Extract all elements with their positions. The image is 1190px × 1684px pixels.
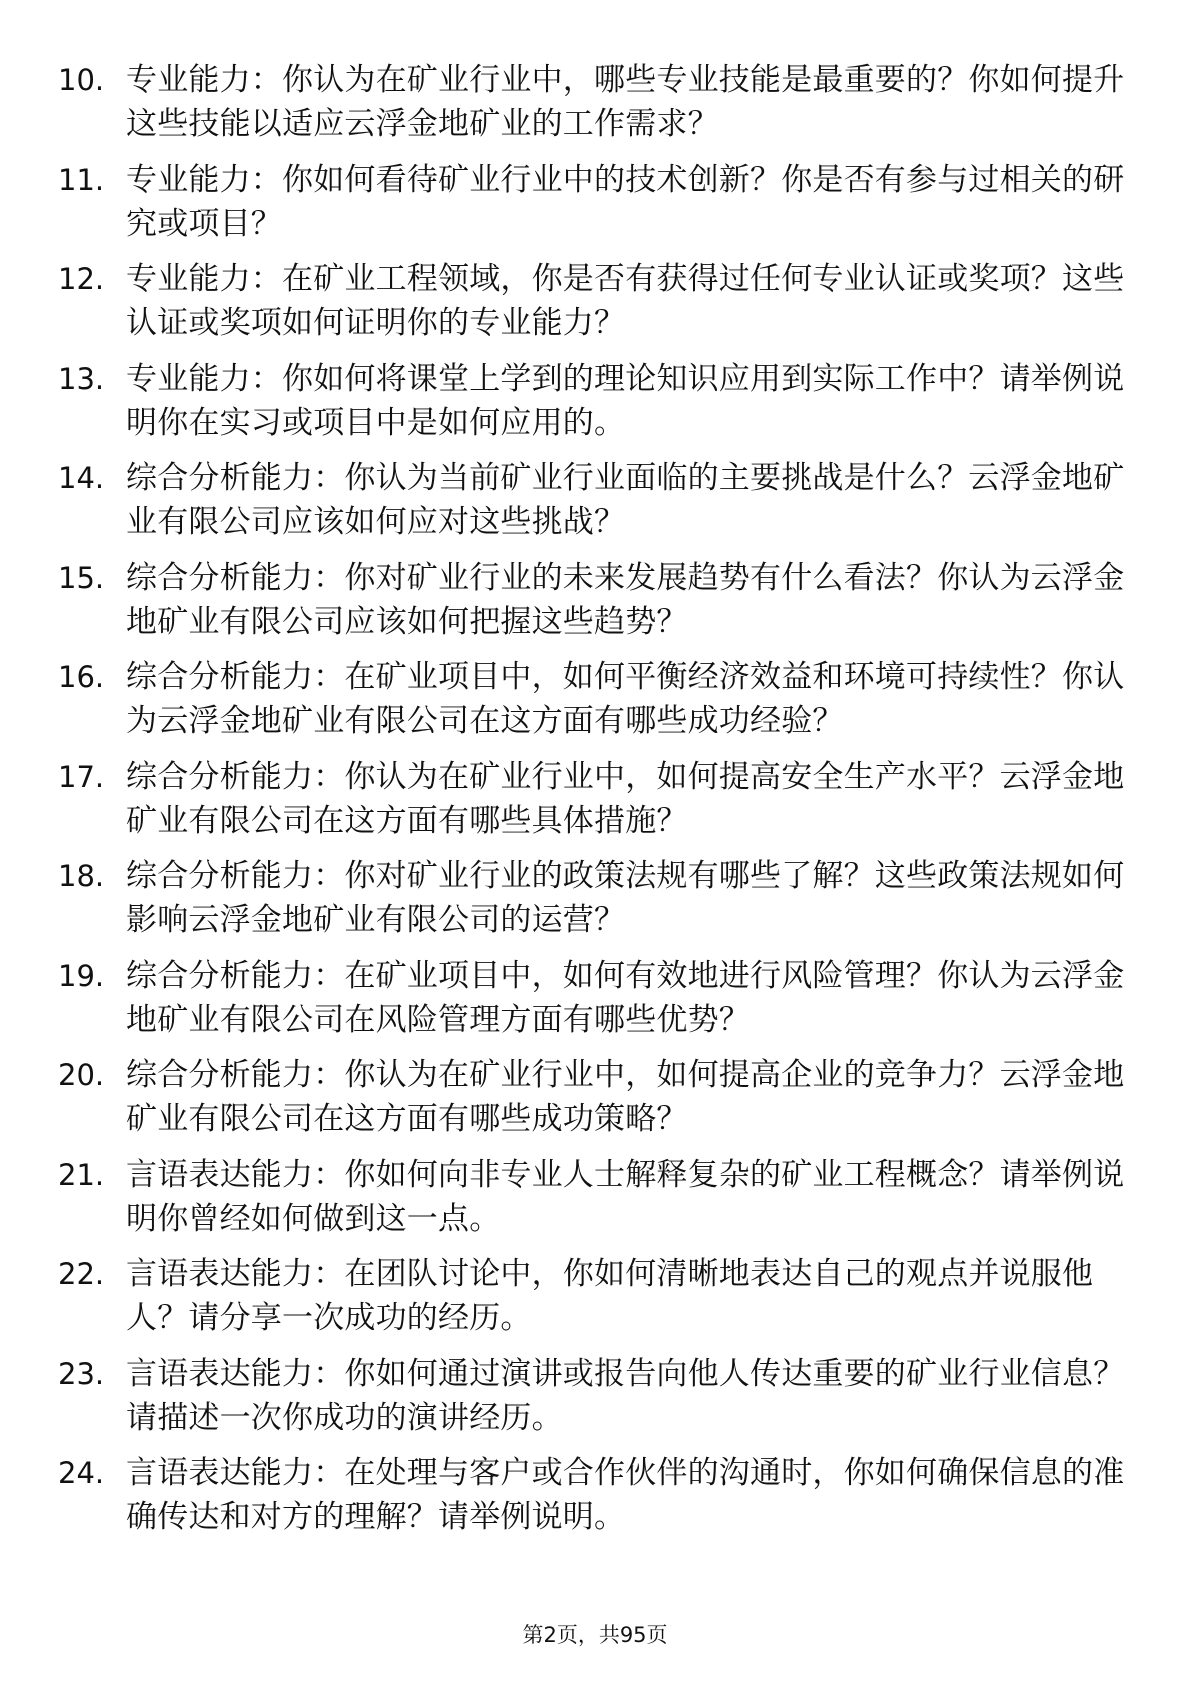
question-number: 12. xyxy=(58,262,105,296)
question-number: 15. xyxy=(58,560,105,595)
question-number: 20. xyxy=(58,1058,105,1092)
question-item xyxy=(0,1045,1190,1145)
question-item xyxy=(0,1443,1190,1543)
question-text: 综合分析能力：在矿业项目中，如何平衡经济效益和环境可持续性？你认为云浮金地矿业有限公司在这方面有哪些成功经验？ xyxy=(126,659,1125,739)
question-item xyxy=(0,747,1190,847)
question-text: 综合分析能力：你对矿业行业的政策法规有哪些了解？这些政策法规如何影响云浮金地矿业有限公司的运营？ xyxy=(126,858,1125,938)
question-number: 24. xyxy=(58,1456,105,1490)
question-item xyxy=(0,647,1190,747)
question-number: 16. xyxy=(58,660,105,694)
question-text: 言语表达能力：在处理与客户或合作伙伴的沟通时，你如何确保信息的准确传达和对方的理解？请举例说明。 xyxy=(126,1455,1125,1535)
question-item xyxy=(0,150,1190,250)
question-text: 言语表达能力：你如何通过演讲或报告向他人传达重要的矿业行业信息？请描述一次你成功的演讲经历。 xyxy=(126,1355,1125,1436)
question-item xyxy=(0,946,1190,1046)
question-item xyxy=(0,1244,1190,1344)
question-number: 14. xyxy=(58,461,105,495)
question-item xyxy=(0,1145,1190,1245)
question-number: 21. xyxy=(58,1157,105,1192)
question-number: 22. xyxy=(58,1257,105,1291)
question-text: 综合分析能力：你认为当前矿业行业面临的主要挑战是什么？云浮金地矿业有限公司应该如何应对这些挑战？ xyxy=(126,460,1125,540)
question-text: 言语表达能力：你如何向非专业人士解释复杂的矿业工程概念？请举例说明你曾经如何做到这一点。 xyxy=(126,1156,1125,1237)
question-number: 23. xyxy=(58,1356,105,1391)
question-item xyxy=(0,548,1190,648)
question-item xyxy=(0,249,1190,349)
question-text: 言语表达能力：在团队讨论中，你如何清晰地表达自己的观点并说服他人？请分享一次成功的经历。 xyxy=(126,1256,1094,1336)
question-text: 专业能力：在矿业工程领域，你是否有获得过任何专业认证或奖项？这些认证或奖项如何证明你的专业能力？ xyxy=(126,261,1125,341)
question-text: 专业能力：你如何看待矿业行业中的技术创新？你是否有参与过相关的研究或项目？ xyxy=(126,161,1125,242)
question-item xyxy=(0,1344,1190,1444)
question-number: 18. xyxy=(58,859,105,893)
question-number: 17. xyxy=(58,759,105,794)
question-text: 综合分析能力：你认为在矿业行业中，如何提高安全生产水平？云浮金地矿业有限公司在这方面有哪些具体措施？ xyxy=(126,758,1125,839)
page-footer: 第2页，共95页 xyxy=(522,1623,668,1647)
question-text: 综合分析能力：你认为在矿业行业中，如何提高企业的竞争力？云浮金地矿业有限公司在这方面有哪些成功策略？ xyxy=(126,1057,1125,1137)
question-number: 19. xyxy=(58,958,105,993)
question-text: 专业能力：你如何将课堂上学到的理论知识应用到实际工作中？请举例说明你在实习或项目中是如何应用的。 xyxy=(126,360,1125,441)
question-number: 10. xyxy=(58,63,105,97)
question-text: 专业能力：你认为在矿业行业中，哪些专业技能是最重要的？你如何提升这些技能以适应云浮金地矿业的工作需求？ xyxy=(126,62,1125,142)
question-list xyxy=(0,50,1190,1543)
question-text: 综合分析能力：在矿业项目中，如何有效地进行风险管理？你认为云浮金地矿业有限公司在风险管理方面有哪些优势？ xyxy=(126,957,1125,1038)
question-item xyxy=(0,448,1190,548)
question-item xyxy=(0,349,1190,449)
question-number: 11. xyxy=(58,162,105,197)
question-text: 综合分析能力：你对矿业行业的未来发展趋势有什么看法？你认为云浮金地矿业有限公司应该如何把握这些趋势？ xyxy=(126,559,1125,640)
question-number: 13. xyxy=(58,361,105,396)
question-item xyxy=(0,846,1190,946)
question-item xyxy=(0,50,1190,150)
